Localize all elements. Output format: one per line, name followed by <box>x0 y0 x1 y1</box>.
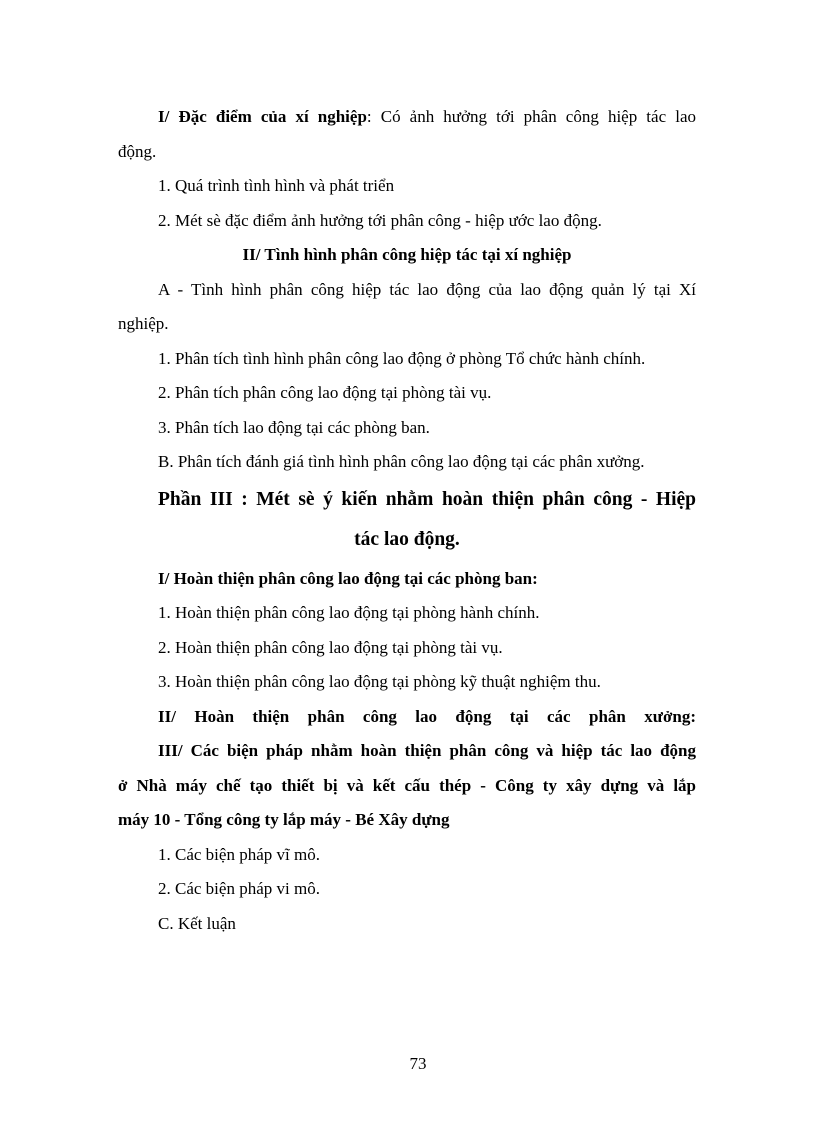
section1-heading <box>118 100 696 135</box>
part3-title-line1: Phần III : Mét sè ý kiến nhằm hoàn thiện phân công - Hiệp <box>158 488 696 510</box>
list-item: 2. Phân tích phân công lao động tại phòng tài vụ. <box>158 383 492 402</box>
list-item: C. Kết luận <box>158 913 236 933</box>
list-item: 1. Quá trình tình hình và phát triển <box>158 176 395 195</box>
list-item: 1. Phân tích tình hình phân công lao động ở phòng Tổ chức hành chính. <box>158 348 646 368</box>
document-page <box>118 100 696 941</box>
list-item: 3. Hoàn thiện phân công lao động tại phòng kỹ thuật nghiệm thu. <box>158 672 601 691</box>
part3-section3-heading-line1: III/ Các biện pháp nhằm hoàn thiện phân công và hiệp tác lao động <box>158 741 696 760</box>
section2-heading: II/ Tình hình phân công hiệp tác tại xí nghiệp <box>242 245 572 264</box>
part3-title-line2: tác lao động. <box>354 528 460 550</box>
part3-section3-heading-line3: máy 10 - Tổng công ty lắp máy - Bé Xây dựng <box>118 810 450 829</box>
part3-section3-heading-line2: ở Nhà máy chế tạo thiết bị và kết cấu thép - Công ty xây dựng và lắp <box>118 775 696 795</box>
list-item: 2. Hoàn thiện phân công lao động tại phòng tài vụ. <box>158 637 503 657</box>
list-item: 1. Các biện pháp vĩ mô. <box>158 844 320 864</box>
part3-section2-heading: II/ Hoàn thiện phân công lao động tại các phân xưởng: <box>158 706 696 726</box>
section1-heading-bold: I/ Đặc điểm của xí nghiệp <box>158 107 367 126</box>
list-item: 1. Hoàn thiện phân công lao động tại phòng hành chính. <box>158 603 540 622</box>
section2-sub-a-line1: A - Tình hình phân công hiệp tác lao động của lao động quản lý tại Xí <box>158 279 696 299</box>
part3-section1-heading: I/ Hoàn thiện phân công lao động tại các phòng ban: <box>158 568 538 588</box>
section1-heading-rest: : Có ảnh hưởng tới phân công hiệp tác lao <box>366 107 696 126</box>
list-item: B. Phân tích đánh giá tình hình phân công lao động tại các phân xưởng. <box>158 452 645 471</box>
list-item: 2. Mét sè đặc điểm ảnh hưởng tới phân công - hiệp ước lao động. <box>158 210 602 230</box>
list-item: 3. Phân tích lao động tại các phòng ban. <box>158 417 430 437</box>
section2-sub-a-line2: nghiệp. <box>118 314 169 333</box>
page-number: 73 <box>409 1054 427 1073</box>
section1-heading-cont: động. <box>118 141 157 161</box>
list-item: 2. Các biện pháp vi mô. <box>158 879 320 898</box>
